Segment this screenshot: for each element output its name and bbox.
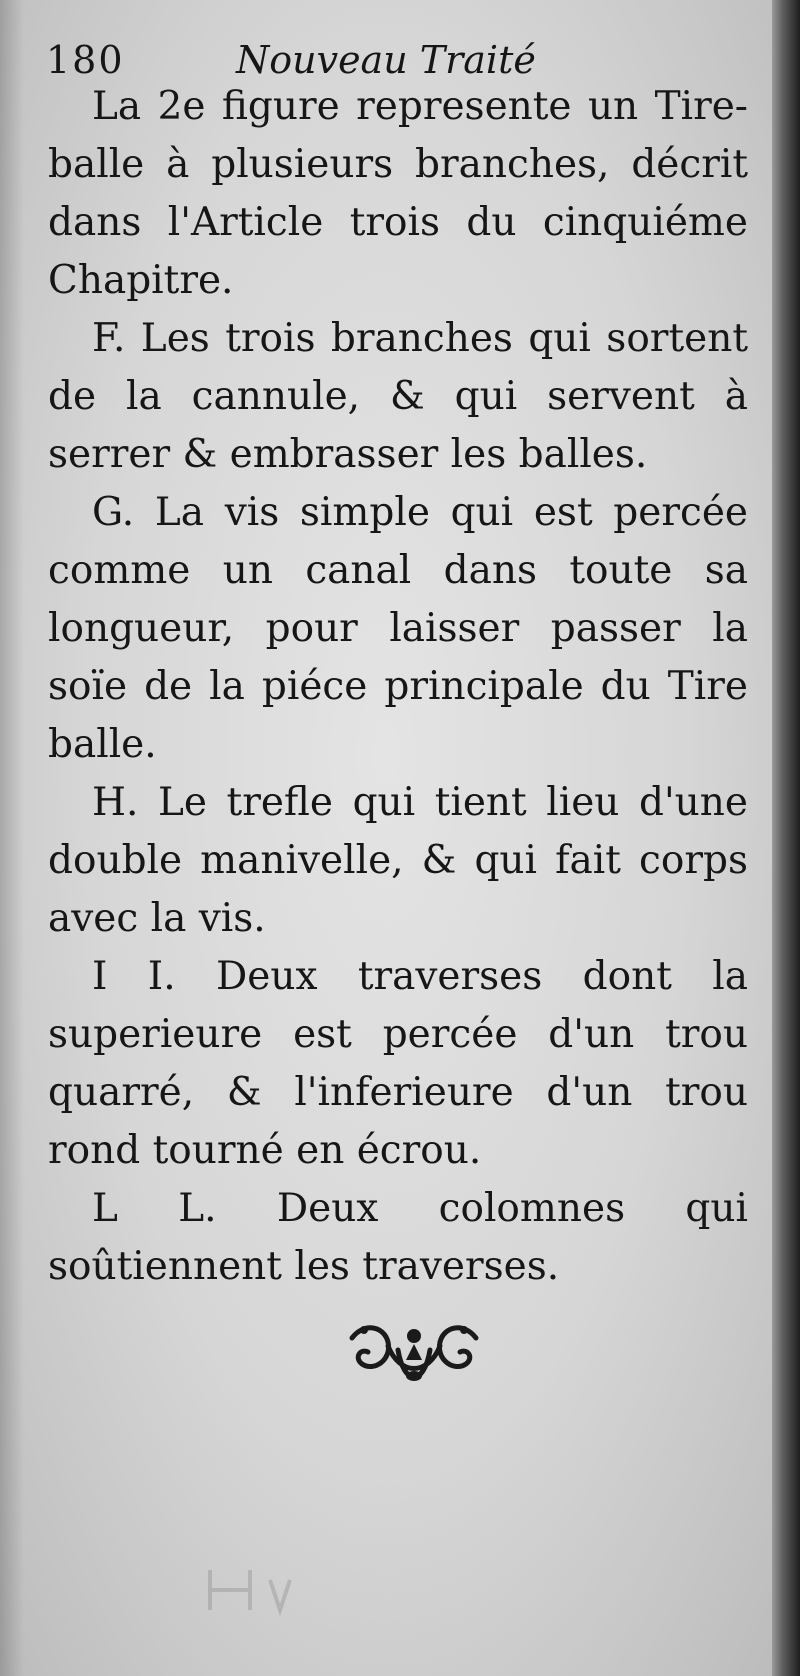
- page-body: [48, 78, 748, 1296]
- paragraph-ii: I I. Deux traverses dont la superieure est percée d'un trou quarré, & l'inferieure d'un trou rond tourné en écrou.: [48, 954, 748, 1173]
- page-edge-shadow: [772, 0, 800, 1676]
- bleed-through-shadow: [200, 1560, 320, 1620]
- paragraph-ll: L L. Deux colomnes qui soûtiennent les traverses.: [48, 1186, 748, 1289]
- fleuron-ornament-icon: [344, 1316, 484, 1394]
- gutter-shadow: [0, 0, 24, 1676]
- page-number: 180: [46, 38, 125, 82]
- paragraph-h: H. Le trefle qui tient lieu d'une double manivelle, & qui fait corps avec la vis.: [48, 780, 748, 941]
- paragraph-g: G. La vis simple qui est percée comme un canal dans toute sa longueur, pour laisser passer la soïe de la piéce principale du Tire balle.: [48, 490, 748, 767]
- running-title: Nouveau Traité: [236, 38, 536, 82]
- paragraph-f: F. Les trois branches qui sortent de la cannule, & qui servent à serrer & embrasser les balles.: [48, 316, 748, 477]
- paragraph-figure-2: La 2e figure represente un Tire-balle à plusieurs branches, décrit dans l'Article trois du cinquiéme Chapitre.: [48, 84, 748, 303]
